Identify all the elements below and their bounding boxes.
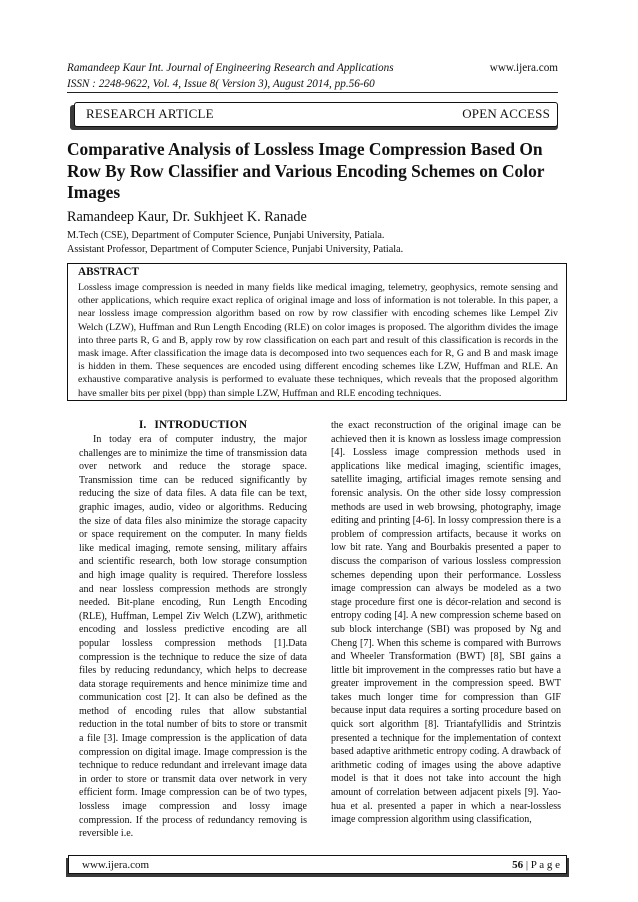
research-article-label: RESEARCH ARTICLE [86, 106, 214, 121]
journal-issn-line: ISSN : 2248-9622, Vol. 4, Issue 8( Version 3), August 2014, pp.56-60 [67, 78, 375, 90]
left-column [79, 417, 307, 841]
right-column [331, 419, 561, 827]
banner-content [76, 103, 556, 125]
journal-header [67, 60, 394, 92]
journal-citation-line: Ramandeep Kaur Int. Journal of Engineering Research and Applications [67, 62, 394, 74]
page-number: 56 [512, 859, 524, 871]
section-title: INTRODUCTION [154, 418, 248, 431]
page-label: | P a g e [523, 859, 560, 871]
section-heading [79, 417, 307, 432]
paper-title: Comparative Analysis of Lossless Image Compression Based On Row By Row Classifier and Various Encoding Schemes on Color Images [67, 139, 545, 202]
abstract-heading: ABSTRACT [78, 266, 139, 278]
abstract-text: Lossless image compression is needed in many fields like medical imaging, telemetry, geophysics, remote sensing and other applications, which require exact replica of original image and loss of information is not tolerable. In this paper, a near lossless image compression algorithm based on row by row classifier with encoding schemes like Lempel Ziv Welch (LZW), Huffman and Run Length Encoding (RLE) on color images is proposed. The algorithm divides the image into three parts R, G and B, apply row by row classification on each part and result of this classification is records in the mask image. After classification the image data is decomposed into two sequences each for R, G and B and mask image is hidden in them. These sequences are encoded using different encoding schemes like LZW, Huffman and RLE. An exhaustive comparative analysis is performed to evaluate these techniques, which reveals that the proposed algorithm have smaller bits per pixel (bpp) than simple LZW, Huffman and RLE encoding techniques. [78, 282, 558, 399]
affiliation-line: Assistant Professor, Department of Computer Science, Punjabi University, Patiala. [67, 244, 404, 255]
body-paragraph: In today era of computer industry, the major challenges are to minimize the time of transmission data over network and reduce the storage space. Transmission time can be reduced significantly by reducing the size of data files. A data file can be text, graphic images, audio, video or algorithms. Reducing the size of data files also minimize the storage capacity or space requirement on the computer. In many fields like medical imaging, remote sensing, military affairs and scientific research, both low storage consumption and high image quality is required. Therefore lossless and near lossless compression methods are strongly needed. Bit-plane encoding, Run Length Encoding (RLE), Huffman, Lempel Ziv Welch (LZW), arithmetic encoding and lossless predictive encoding are all popular lossless compression methods [1].Data compression is the technique to reduce the size of data files by reducing redundancy, which helps to decrease data storage requirements and hence minimize time and communication cost [2]. It can also be defined as the method of encoding rules that allow substantial reduction in the total number of bits to store or transmit a file [3]. Image compression is the application of data compression on digital image. Image compression is the technique to reduce redundant and irrelevant image data in order to store or transmit data over network in very efficient form. Image compression can be of two types, lossless image compression and lossy image compression. If the process of redundancy removing is reversible i.e. [79, 434, 307, 840]
author-affiliations [67, 229, 403, 257]
body-paragraph: the exact reconstruction of the original image can be achieved then it is known as lossless image compression [4]. Lossless image compression methods used in applications like medical imaging, scientific images, satellite imaging, artificial images remote sensing and forensic analysis. On the other side lossy compression methods are used in web browsing, photography, image editing and printing [4-6]. In lossy compression there is a problem of compression artifacts, because it works on low bit rate. Yang and Bourbakis presented a paper to discuss the comparison of various lossless compression schemes depending upon their performance. Lossless image compression can always be modeled as a two stage procedure first one is décor-relation and second is entropy coding [4]. A new compression scheme based on sub block interchange (SBI) was proposed by Ng and Cheng [7]. When this scheme is compared with Burrows and Wheeler Transformation (BWT) [8], SBI gains a little bit improvement in the compresses ratio but have a greater improvement in the compression speed. BWT takes much longer time for compression than GIF because input data requires a sorting procedure based on quick sort algorithm [8]. Triantafyllidis and Strintzis presented a technique for the implementation of context based adaptive arithmetic entropy coding. A drawback of arithmetic coding of images using the above adaptive model is that it does not take into account the high amount of correlation between adjacent pixels [9]. Yao-hua et al. presented a paper in which a near-lossless image compression algorithm using classification, [331, 420, 561, 826]
page-footer-number [512, 859, 560, 871]
footer-website-link[interactable]: www.ijera.com [82, 859, 150, 871]
open-access-label: OPEN ACCESS [462, 106, 550, 121]
paper-authors: Ramandeep Kaur, Dr. Sukhjeet K. Ranade [67, 209, 307, 225]
affiliation-line: M.Tech (CSE), Department of Computer Science, Punjabi University, Patiala. [67, 230, 385, 241]
header-website-link[interactable]: www.ijera.com [489, 62, 558, 74]
header-divider [67, 92, 558, 93]
section-number: I. [138, 418, 147, 431]
